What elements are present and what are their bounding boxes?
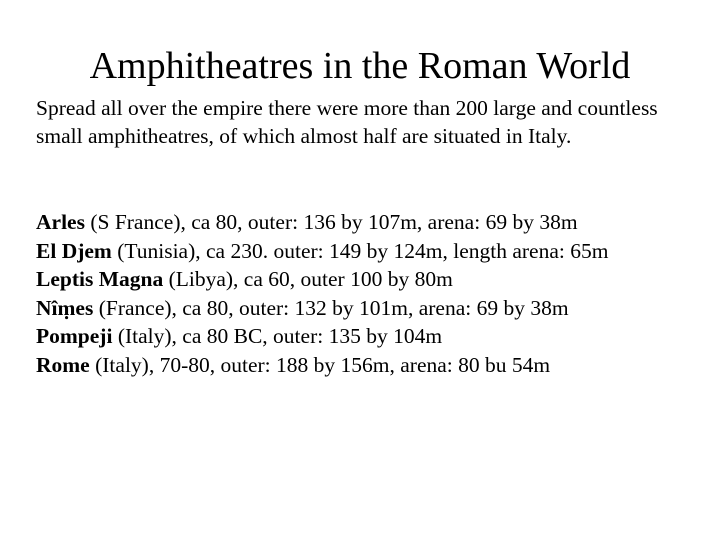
amphitheatre-list bbox=[36, 208, 706, 379]
list-item-rome bbox=[36, 351, 706, 380]
list-item-arles bbox=[36, 208, 706, 237]
amphitheatre-name: Pompeji bbox=[36, 324, 113, 348]
amphitheatre-name: Leptis Magna bbox=[36, 267, 164, 291]
amphitheatre-details: (S France), ca 80, outer: 136 by 107m, arena: 69 by 38m bbox=[84, 210, 578, 234]
amphitheatre-details: (Tunisia), ca 230. outer: 149 by 124m, length arena: 65m bbox=[111, 238, 609, 263]
list-item-leptis-magna bbox=[36, 265, 706, 294]
amphitheatre-name: Arles bbox=[36, 210, 85, 234]
amphitheatre-details: (France), ca 80, outer: 132 by 101m, arena: 69 by 38m bbox=[93, 295, 569, 320]
slide-title: Amphitheatres in the Roman World bbox=[89, 45, 631, 87]
amphitheatre-name: El Djem bbox=[36, 238, 112, 263]
list-item-el-djem bbox=[36, 237, 706, 266]
amphitheatre-name: Nîṃes bbox=[36, 295, 94, 320]
list-item-nimes bbox=[36, 294, 706, 323]
amphitheatre-name: Rome bbox=[36, 352, 90, 377]
amphitheatre-details: (Italy), ca 80 BC, outer: 135 by 104m bbox=[112, 324, 443, 348]
amphitheatre-details: (Italy), 70-80, outer: 188 by 156m, arena: 80 bu 54m bbox=[89, 352, 551, 377]
intro-paragraph: Spread all over the empire there were more than 200 large and countless small amphitheatres, of which almost half are situated in Italy. bbox=[36, 96, 658, 148]
list-item-pompeji bbox=[36, 322, 706, 351]
amphitheatre-details: (Libya), ca 60, outer 100 by 80m bbox=[163, 267, 453, 291]
